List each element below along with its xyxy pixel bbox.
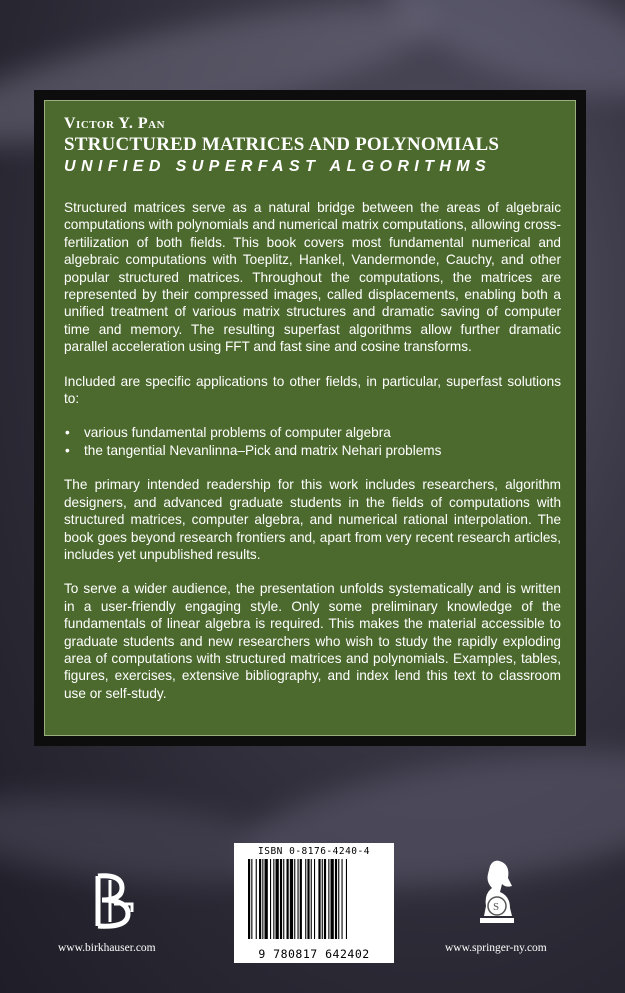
springer-knight-logo-icon bbox=[476, 858, 518, 933]
list-item-text: the tangential Nevanlinna–Pick and matrix Nehari problems bbox=[84, 442, 442, 458]
description-panel-frame bbox=[34, 90, 586, 746]
birkhauser-logo-icon bbox=[92, 872, 138, 935]
book-subtitle: UNIFIED SUPERFAST ALGORITHMS bbox=[64, 158, 492, 175]
bullet-icon: • bbox=[65, 425, 70, 441]
springer-url: www.springer-ny.com bbox=[445, 942, 547, 954]
list-item bbox=[64, 442, 561, 459]
birkhauser-url: www.birkhauser.com bbox=[58, 942, 156, 954]
isbn-label: ISBN 0-8176-4240-4 bbox=[258, 846, 370, 857]
barcode-bars bbox=[248, 859, 380, 939]
description-paragraph: Included are specific applications to other fields, in particular, superfast solutions to: bbox=[64, 373, 561, 407]
applications-list bbox=[64, 424, 561, 459]
isbn-number: 9 780817 642402 bbox=[258, 947, 370, 961]
description-panel bbox=[44, 100, 576, 736]
description-paragraph: Structured matrices serve as a natural bridge between the areas of algebraic computations with polynomials and numerical matrix computations, allowing cross-fertilization of both fields. This book covers most fundamental numerical and algebraic computations with Toeplitz, Hankel, Vandermonde, Cauchy, and other popular structured matrices. Throughout the computations, the matrices are represented by their compressed images, called displacements, enabling both a unified treatment of various matrix structures and dramatic saving of computer time and memory. The resulting superfast algorithms allow further dramatic parallel acceleration using FFT and fast sine and cosine transforms. bbox=[64, 200, 561, 355]
author-name: Victor Y. Pan bbox=[64, 115, 166, 132]
list-item-text: various fundamental problems of computer algebra bbox=[84, 425, 391, 441]
description-body bbox=[64, 199, 561, 719]
book-title: STRUCTURED MATRICES AND POLYNOMIALS bbox=[64, 134, 500, 155]
bullet-icon: • bbox=[65, 442, 70, 458]
description-paragraph: To serve a wider audience, the presentation unfolds systematically and is written in a user-friendly engaging style. Only some preliminary knowledge of the fundamentals of linear algebra is required. This makes the material accessible to graduate students and new researchers who wish to study the rapidly exploding area of computations with structured matrices and polynomials. Examples, tables, figures, exercises, extensive bibliography, and index lend this text to classroom use or self-study. bbox=[64, 581, 561, 701]
description-paragraph: The primary intended readership for this work includes researchers, algorithm designers, and advanced graduate students in the fields of computations with structured matrices, computer algebra, and numerical rational interpolation. The book goes beyond research frontiers and, apart from very recent research articles, includes yet unpublished results. bbox=[64, 477, 561, 562]
list-item bbox=[64, 424, 561, 441]
isbn-barcode bbox=[234, 843, 394, 963]
svg-text:S: S bbox=[493, 901, 500, 913]
